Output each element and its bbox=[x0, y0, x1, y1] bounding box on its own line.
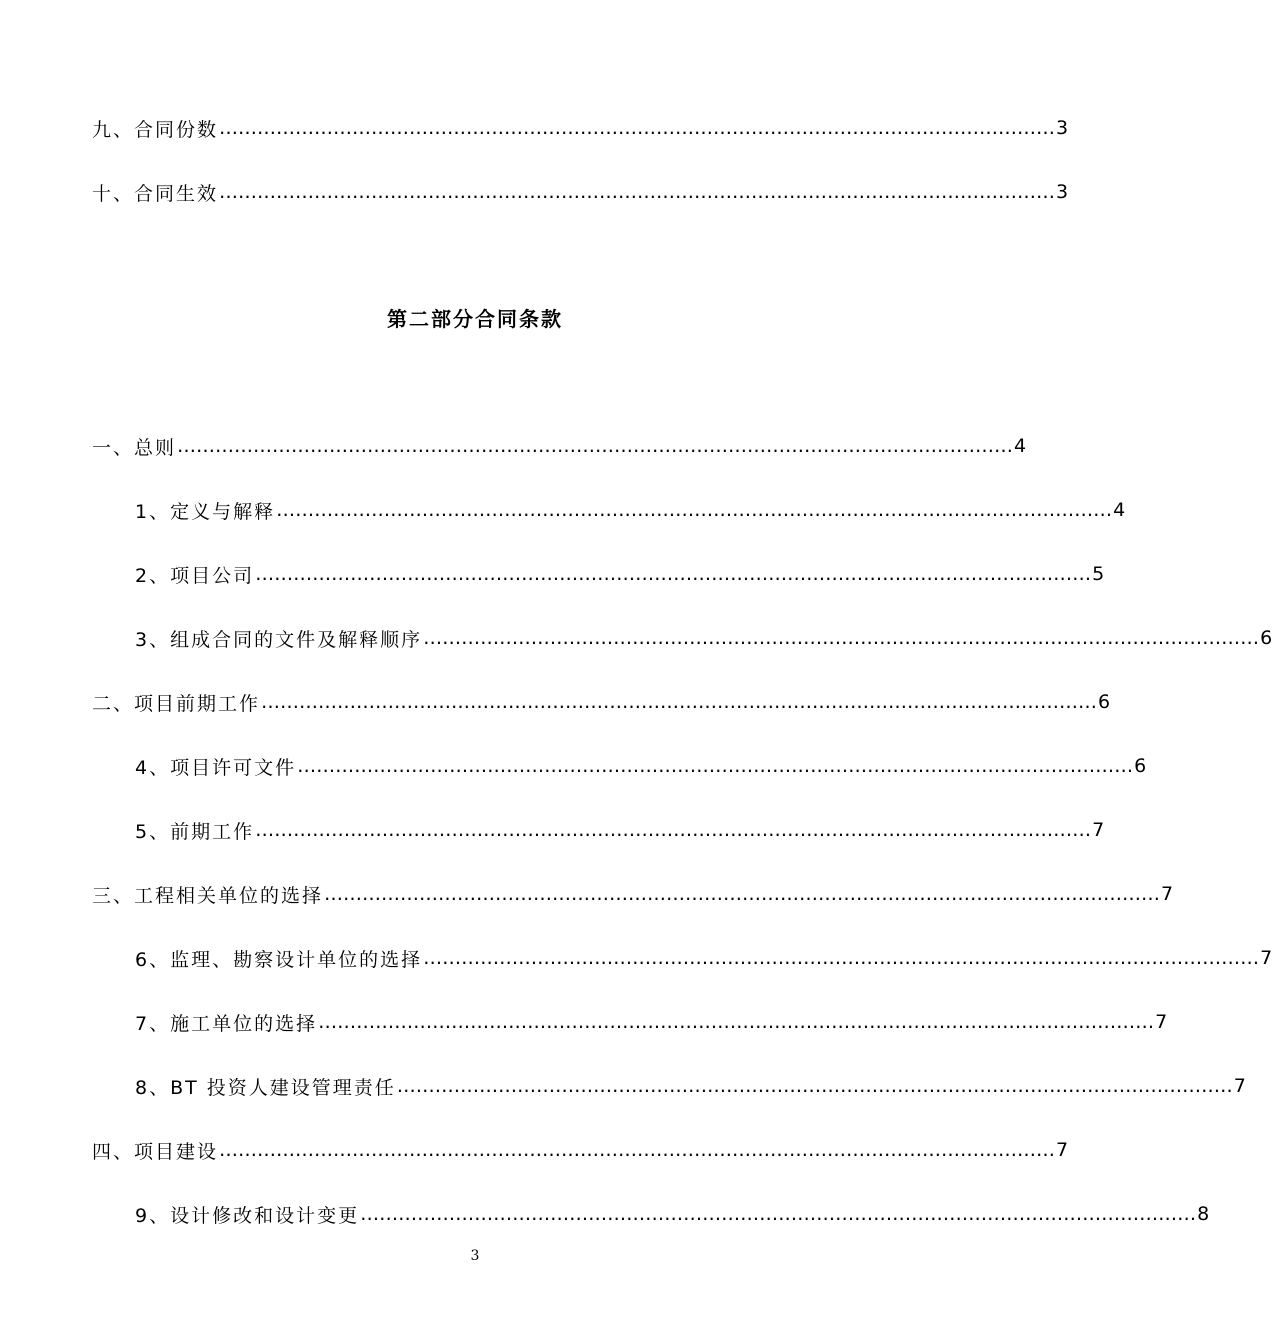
dot-leader: …………………………………………………………………………………………………………………… bbox=[255, 819, 1092, 841]
toc-entry-label: 一、总则 bbox=[92, 436, 177, 459]
toc-entry-label: 二、项目前期工作 bbox=[92, 692, 261, 715]
dot-leader: …………………………………………………………………………………………………………………… bbox=[396, 1075, 1233, 1097]
toc-entry-page: 7 bbox=[1092, 819, 1105, 841]
dot-leader: …………………………………………………………………………………………………………………… bbox=[360, 1203, 1197, 1225]
dot-leader: …………………………………………………………………………………………………………………… bbox=[423, 627, 1260, 649]
toc-entry-page: 7 bbox=[1056, 1139, 1069, 1161]
toc-entry-label: 九、合同份数 bbox=[92, 118, 219, 141]
toc-entry-page: 7 bbox=[1233, 1075, 1246, 1097]
toc-entry-page: 7 bbox=[1155, 1011, 1168, 1033]
toc-entry-label: 3、组成合同的文件及解释顺序 bbox=[135, 628, 423, 651]
dot-leader: …………………………………………………………………………………………………………………… bbox=[219, 117, 1056, 139]
toc-entry[interactable] bbox=[92, 879, 1174, 909]
toc-entry-page: 4 bbox=[1113, 499, 1126, 521]
toc-entry-page: 3 bbox=[1056, 181, 1069, 203]
toc-subentry[interactable] bbox=[135, 943, 1272, 973]
toc-entry-page: 6 bbox=[1134, 755, 1147, 777]
toc-subentry[interactable] bbox=[135, 559, 1105, 589]
toc-entry-label: 7、施工单位的选择 bbox=[135, 1012, 318, 1035]
toc-subentry[interactable] bbox=[135, 751, 1147, 781]
toc-entry-label: 6、监理、勘察设计单位的选择 bbox=[135, 948, 423, 971]
toc-subentry[interactable] bbox=[135, 495, 1126, 525]
toc-entry-label: 四、项目建设 bbox=[92, 1140, 219, 1163]
toc-entry-page: 7 bbox=[1161, 883, 1174, 905]
toc-entry-page: 3 bbox=[1056, 117, 1069, 139]
toc-entry[interactable] bbox=[92, 687, 1111, 717]
toc-entry-page: 6 bbox=[1260, 627, 1272, 649]
dot-leader: …………………………………………………………………………………………………………………… bbox=[318, 1011, 1155, 1033]
toc-subentry[interactable] bbox=[135, 815, 1105, 845]
dot-leader: …………………………………………………………………………………………………………………… bbox=[297, 755, 1134, 777]
dot-leader: …………………………………………………………………………………………………………………… bbox=[219, 181, 1056, 203]
dot-leader: …………………………………………………………………………………………………………………… bbox=[255, 563, 1092, 585]
dot-leader: …………………………………………………………………………………………………………………… bbox=[219, 1139, 1056, 1161]
toc-entry-label: 三、工程相关单位的选择 bbox=[92, 884, 324, 907]
toc-entry-label: 4、项目许可文件 bbox=[135, 756, 297, 779]
toc-subentry[interactable] bbox=[135, 1007, 1168, 1037]
dot-leader: …………………………………………………………………………………………………………………… bbox=[261, 691, 1098, 713]
section-heading: 第二部分合同条款 bbox=[387, 307, 563, 331]
toc-subentry[interactable] bbox=[135, 1199, 1210, 1229]
toc-entry-page: 7 bbox=[1260, 947, 1272, 969]
toc-entry-page: 8 bbox=[1197, 1203, 1210, 1225]
toc-subentry[interactable] bbox=[135, 623, 1272, 653]
page-number: 3 bbox=[470, 1248, 480, 1264]
toc-entry-page: 4 bbox=[1014, 435, 1027, 457]
toc-entry-label: 1、定义与解释 bbox=[135, 500, 276, 523]
toc-entry-label: 8、BT 投资人建设管理责任 bbox=[135, 1076, 396, 1099]
dot-leader: …………………………………………………………………………………………………………………… bbox=[276, 499, 1113, 521]
toc-entry-page: 6 bbox=[1098, 691, 1111, 713]
dot-leader: …………………………………………………………………………………………………………………… bbox=[177, 435, 1014, 457]
toc-entry-label: 十、合同生效 bbox=[92, 182, 219, 205]
toc-entry-page: 5 bbox=[1092, 563, 1105, 585]
toc-entry[interactable] bbox=[92, 113, 1069, 143]
toc-entry[interactable] bbox=[92, 177, 1069, 207]
toc-entry[interactable] bbox=[92, 1135, 1069, 1165]
dot-leader: …………………………………………………………………………………………………………………… bbox=[324, 883, 1161, 905]
toc-entry-label: 2、项目公司 bbox=[135, 564, 255, 587]
toc-entry[interactable] bbox=[92, 431, 1027, 461]
toc-entry-label: 9、设计修改和设计变更 bbox=[135, 1204, 360, 1227]
toc-subentry[interactable] bbox=[135, 1071, 1246, 1101]
toc-entry-label: 5、前期工作 bbox=[135, 820, 255, 843]
dot-leader: …………………………………………………………………………………………………………………… bbox=[423, 947, 1260, 969]
